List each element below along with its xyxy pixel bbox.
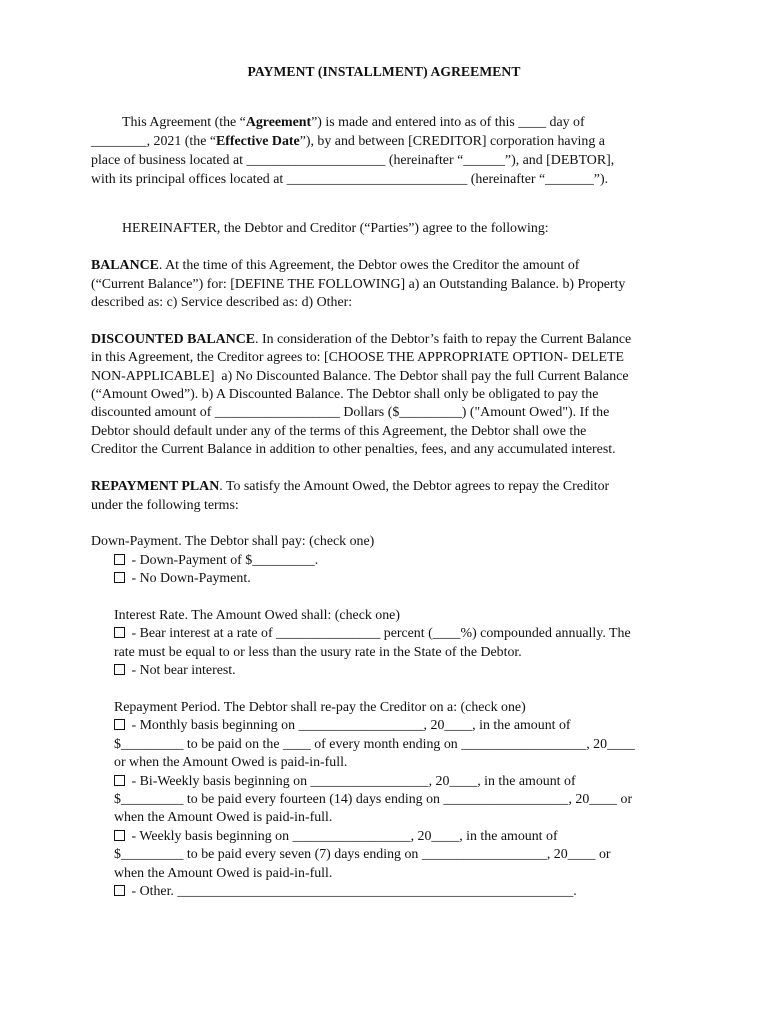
interest-option-1: [114, 625, 631, 643]
discounted-line-3: NON-APPLICABLE] a) No Discounted Balance. The Debtor shall pay the full Current Balance: [91, 369, 629, 384]
interest-option-2: [114, 662, 236, 680]
hereinafter-line: HEREINAFTER, the Debtor and Creditor (“Parties”) agree to the following:: [122, 221, 549, 236]
intro-line-4: with its principal offices located at __________________________ (hereinafter “_______”).: [91, 172, 609, 187]
period-weekly-1: [114, 828, 558, 846]
repayment-text: . To satisfy the Amount Owed, the Debtor agrees to repay the Creditor: [219, 479, 610, 494]
discounted-line-6: Debtor should default under any of the terms of this Agreement, the Debtor shall owe the: [91, 424, 587, 439]
option-text: - Other. _________________________________________________________.: [128, 884, 577, 899]
option-text: - Bi-Weekly basis beginning on _________________, 20____, in the amount of: [128, 774, 576, 789]
down-payment-option-2: [114, 570, 251, 588]
balance-line-3: described as: c) Service described as: d) Other:: [91, 295, 353, 310]
intro-text: ”), by and between [CREDITOR] corporation having a: [299, 134, 605, 149]
checkbox[interactable]: [114, 664, 125, 675]
discounted-text: . In consideration of the Debtor’s faith to repay the Current Balance: [255, 332, 632, 347]
discounted-line-1: [91, 331, 631, 349]
intro-text: This Agreement (the “: [122, 115, 246, 130]
repayment-heading: REPAYMENT PLAN: [91, 479, 220, 494]
option-text: - Down-Payment of $_________.: [128, 553, 319, 568]
intro-line-3: place of business located at ____________________ (hereinafter “______”), and [DEBTOR],: [91, 153, 615, 168]
interest-label: Interest Rate. The Amount Owed shall: (check one): [114, 608, 400, 623]
checkbox[interactable]: [114, 572, 125, 583]
checkbox[interactable]: [114, 775, 125, 786]
intro-line-1: [122, 114, 585, 132]
discounted-heading: DISCOUNTED BALANCE: [91, 332, 256, 347]
option-text: - Not bear interest.: [128, 663, 236, 678]
period-monthly-3: or when the Amount Owed is paid-in-full.: [114, 755, 348, 770]
balance-text: . At the time of this Agreement, the Debtor owes the Creditor the amount of: [158, 258, 580, 273]
balance-line-2: (“Current Balance”) for: [DEFINE THE FOLLOWING] a) an Outstanding Balance. b) Property: [91, 277, 626, 292]
intro-line-2: [91, 133, 605, 151]
period-biweekly-2: $_________ to be paid every fourteen (14) days ending on __________________, 20____ or: [114, 792, 633, 807]
period-biweekly-1: [114, 773, 576, 791]
period-weekly-2: $_________ to be paid every seven (7) days ending on __________________, 20____ or: [114, 847, 611, 862]
checkbox[interactable]: [114, 830, 125, 841]
checkbox[interactable]: [114, 554, 125, 565]
down-payment-option-1: [114, 552, 318, 570]
checkbox[interactable]: [114, 719, 125, 730]
period-monthly-2: $_________ to be paid on the ____ of every month ending on __________________, 20____: [114, 737, 635, 752]
down-payment-label: Down-Payment. The Debtor shall pay: (check one): [91, 534, 375, 549]
discounted-line-2: in this Agreement, the Creditor agrees to: [CHOOSE THE APPROPRIATE OPTION- DELETE: [91, 350, 624, 365]
period-monthly-1: [114, 717, 571, 735]
document-title: PAYMENT (INSTALLMENT) AGREEMENT: [247, 64, 521, 79]
discounted-line-7: Creditor the Current Balance in addition to other penalties, fees, and any accumulated interest.: [91, 442, 616, 457]
period-biweekly-3: when the Amount Owed is paid-in-full.: [114, 810, 333, 825]
interest-option-1-cont: rate must be equal to or less than the usury rate in the State of the Debtor.: [114, 645, 522, 660]
discounted-line-4: (“Amount Owed”). b) A Discounted Balance. The Debtor shall only be obligated to pay the: [91, 387, 599, 402]
repayment-line-2: under the following terms:: [91, 498, 239, 513]
balance-heading: BALANCE: [91, 258, 159, 273]
option-text: - No Down-Payment.: [128, 571, 251, 586]
repayment-line-1: [91, 478, 609, 496]
option-text: - Monthly basis beginning on __________________, 20____, in the amount of: [128, 718, 571, 733]
defined-term-effective-date: Effective Date: [216, 134, 300, 149]
checkbox[interactable]: [114, 627, 125, 638]
intro-text: ”) is made and entered into as of this ____ day of: [311, 115, 585, 130]
period-label: Repayment Period. The Debtor shall re-pay the Creditor on a: (check one): [114, 700, 526, 715]
balance-line-1: [91, 257, 579, 275]
period-weekly-3: when the Amount Owed is paid-in-full.: [114, 866, 333, 881]
option-text: - Bear interest at a rate of _______________ percent (____%) compounded annually. The: [128, 626, 631, 641]
checkbox[interactable]: [114, 885, 125, 896]
option-text: - Weekly basis beginning on _________________, 20____, in the amount of: [128, 829, 558, 844]
period-other: [114, 883, 577, 901]
intro-text: ________, 2021 (the “: [91, 134, 216, 149]
discounted-line-5: discounted amount of __________________ Dollars ($_________) ("Amount Owed"). If the: [91, 405, 610, 420]
defined-term-agreement: Agreement: [245, 115, 312, 130]
